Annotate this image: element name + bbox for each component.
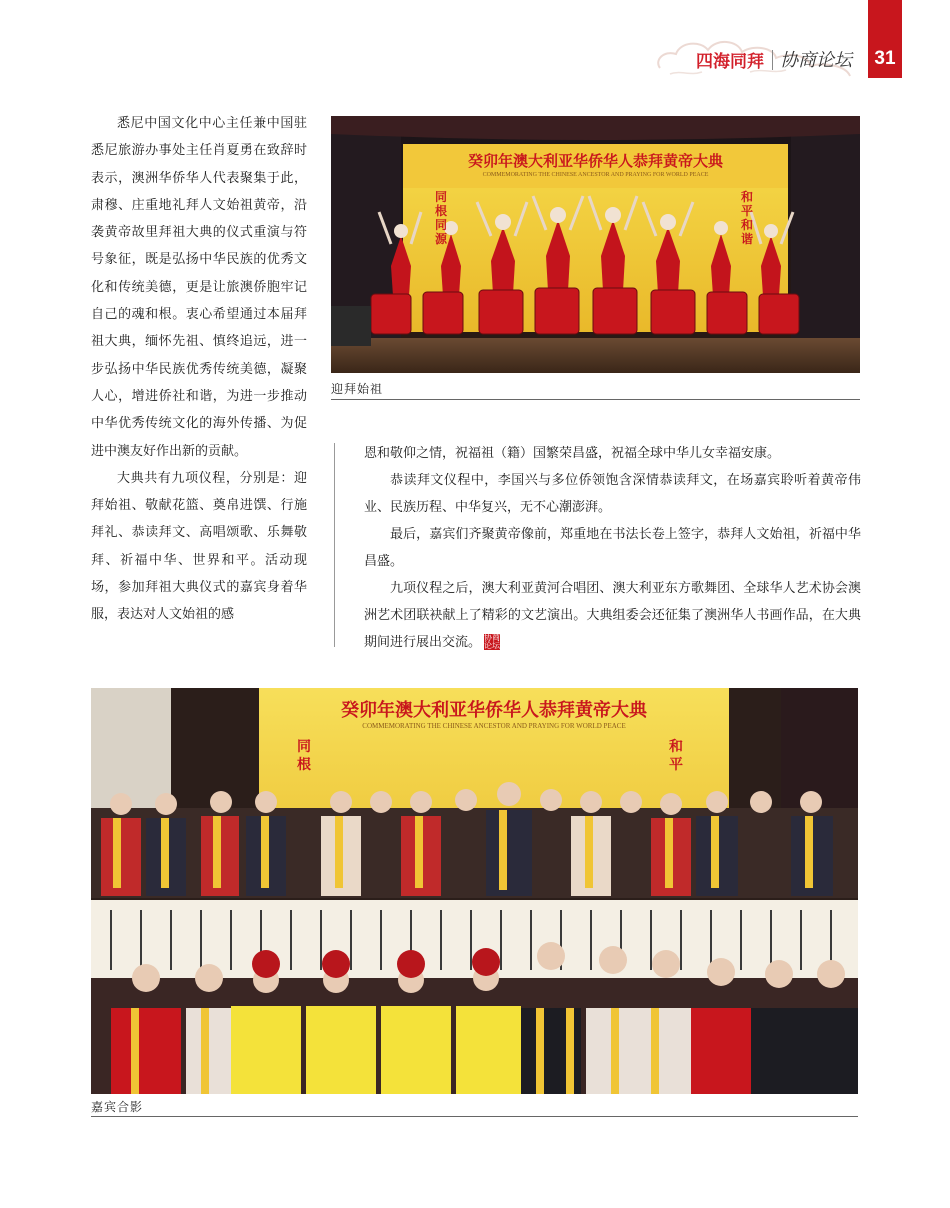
paragraph: 悉尼中国文化中心主任兼中国驻悉尼旅游办事处主任肖夏勇在致辞时表示，澳洲华侨华人代表聚集于此，肃穆、庄重地礼拜人文始祖黄帝，沿袭黄帝故里拜祖大典的仪式重演与符号象征，既是弘扬中华民族的优秀文化和传统美德，更是让旅澳侨胞牢记自己的魂和根。衷心希望通过本届拜祖大典，缅怀先祖、慎终追远，进一步弘扬中华民族优秀传统美德，凝聚人心，增进侨社和谐，为进一步推动中华优秀传统文化的海外传播、为促进中澳友好作出新的贡献。 (91, 116, 307, 459)
caption-rule (91, 1116, 858, 1117)
photo-1-right-couplet: 和平和谐 (741, 190, 754, 246)
left-text-column (91, 110, 307, 629)
photo-1-caption: 迎拜始祖 (331, 382, 384, 396)
paragraph: 最后，嘉宾们齐聚黄帝像前，郑重地在书法长卷上签字，恭拜人文始祖，祈福中华昌盛。 (364, 527, 861, 569)
right-text-column (364, 440, 861, 656)
photo-2-banner-subtitle: COMMEMORATING THE CHINESE ANCESTOR AND PRAYING FOR WORLD PEACE (362, 722, 626, 730)
paragraph: 恩和敬仰之情，祝福祖（籍）国繁荣昌盛，祝福全球中华儿女幸福安康。 (364, 446, 781, 461)
column-divider (334, 443, 335, 647)
paragraph: 恭读拜文仪程中，李国兴与多位侨领饱含深情恭读拜文，在场嘉宾聆听着黄帝伟业、民族历程、中华复兴，无不心潮澎湃。 (364, 473, 861, 515)
section-title: 四海同拜 (696, 52, 764, 72)
photo-2-caption: 嘉宾合影 (91, 1100, 144, 1114)
photo-1-banner-subtitle: COMMEMORATING THE CHINESE ANCESTOR AND PRAYING FOR WORLD PEACE (482, 172, 709, 178)
caption-rule (331, 399, 860, 400)
page-number: 31 (874, 48, 896, 69)
header-separator (772, 50, 773, 70)
photo-2-left-couplet: 同根 (297, 739, 311, 773)
paragraph (364, 575, 861, 656)
photo-guests-group (91, 688, 858, 1094)
paragraph-text: 九项仪程之后，澳大利亚黄河合唱团、澳大利亚东方歌舞团、全球华人艺术协会澳洲艺术团联袂献上了精彩的文艺演出。大典组委会还征集了澳洲华人书画作品，在大典期间进行展出交流。 (364, 581, 861, 650)
paragraph: 大典共有九项仪程，分别是：迎拜始祖、敬献花篮、奠帛进馔、行施拜礼、恭读拜文、高唱颂歌、乐舞敬拜、祈福中华、世界和平。活动现场，参加拜祖大典仪式的嘉宾身着华服，表达对人文始祖的感 (91, 470, 307, 623)
end-mark-logo: 协商论坛 (484, 633, 501, 650)
magazine-name: 协商论坛 (780, 50, 852, 71)
page-number-block (868, 0, 902, 78)
photo-2-illustration (91, 688, 858, 1094)
photo-1-left-couplet: 同根同源 (435, 190, 448, 246)
photo-2-right-couplet: 和平 (669, 739, 683, 773)
photo-ancestor-welcome-performance (331, 116, 860, 373)
photo-2-banner-title: 癸卯年澳大利亚华侨华人恭拜黄帝大典 (341, 700, 647, 721)
photo-1-banner-title: 癸卯年澳大利亚华侨华人恭拜黄帝大典 (467, 152, 723, 170)
